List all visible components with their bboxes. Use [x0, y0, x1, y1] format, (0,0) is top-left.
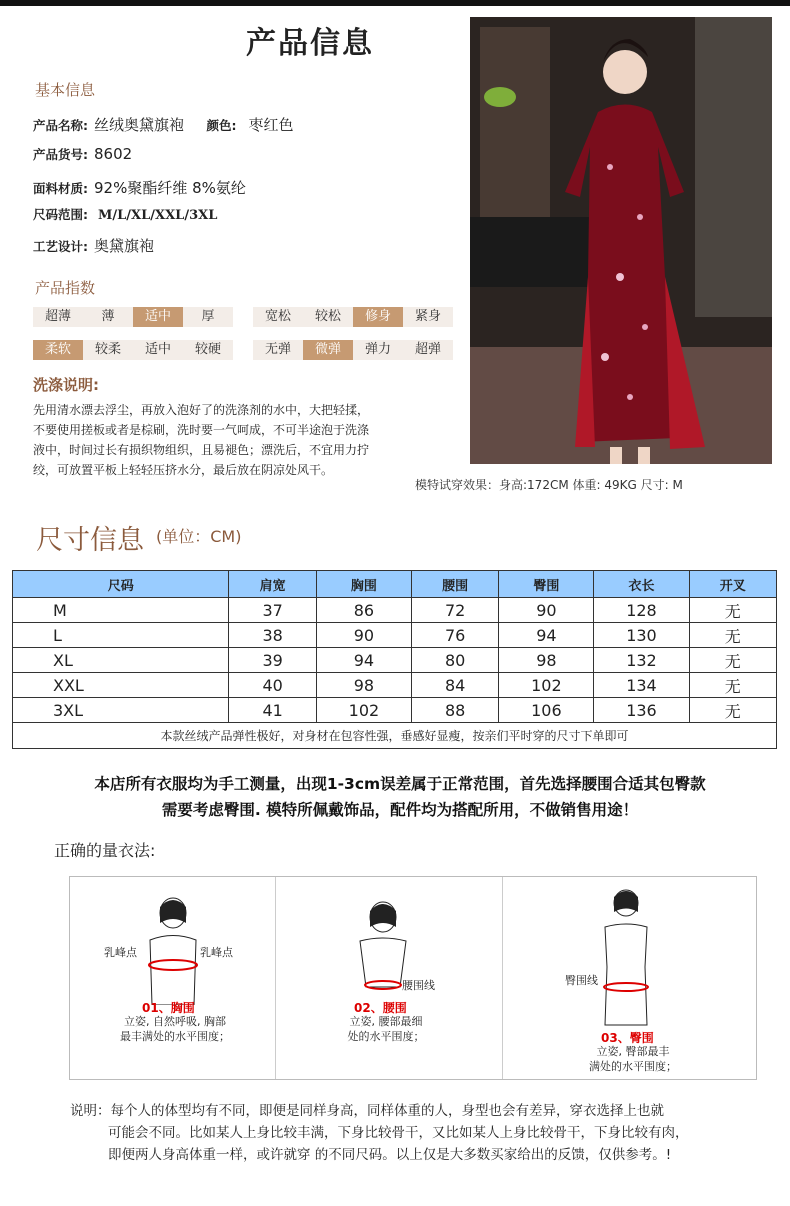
- column-header: 衣长: [594, 571, 689, 598]
- scale-option: 较松: [314, 309, 341, 324]
- hip-desc-line: 满处的水平围度；: [589, 1060, 677, 1073]
- column-header: 臀围: [499, 571, 594, 598]
- scale-option-selected: 修身: [353, 307, 403, 327]
- basic-info-heading: 基本信息: [35, 81, 96, 99]
- scale-option: 无弹: [264, 342, 291, 357]
- hip-desc: [553, 1044, 713, 1074]
- size-range-label: 尺码范围:: [33, 207, 88, 222]
- table-cell: 无: [689, 623, 777, 648]
- table-cell: 130: [594, 623, 689, 648]
- material-label: 面料材质:: [33, 181, 88, 196]
- product-index-heading: 产品指数: [35, 279, 96, 297]
- wash-line: 先用清水漂去浮尘，再放入泡好了的洗涤剂的水中，大把轻揉，: [33, 403, 370, 417]
- table-cell: 106: [499, 698, 594, 723]
- color-value: 枣红色: [248, 116, 294, 134]
- chest-desc-line: 最丰满处的水平围度；: [120, 1030, 230, 1043]
- thickness-scale: [33, 307, 233, 327]
- model-caption: 模特试穿效果：身高:172CM 体重: 49KG 尺寸: M: [415, 478, 683, 492]
- table-cell: 134: [594, 673, 689, 698]
- softness-scale: [33, 340, 233, 360]
- chest-right-label: 乳峰点: [200, 946, 233, 959]
- product-sku-row: [33, 145, 132, 163]
- explain-line: 即便两人身高体重一样，或许就穿 的不同尺码。以上仅是大多数买家给出的反馈，仅供参考。!: [108, 1147, 672, 1163]
- waist-label: 腰围线: [402, 979, 435, 992]
- wash-line: 液中，时间过长有损织物组织，且易褪色；漂洗后，不宜用力拧: [33, 443, 370, 457]
- material-value: 92%聚酯纤维 8%氨纶: [94, 179, 246, 197]
- table-row: [13, 698, 777, 723]
- notice-line-1: 本店所有衣服均为手工测量，出现1-3cm误差属于正常范围，首先选择腰围合适其包臀款: [94, 775, 706, 793]
- table-cell: 3XL: [13, 698, 229, 723]
- hip-figure-illustration: [595, 887, 657, 1027]
- waist-measure: [276, 877, 502, 1079]
- scale-option: 厚: [201, 309, 215, 324]
- table-cell: XL: [13, 648, 229, 673]
- table-cell: 无: [689, 598, 777, 623]
- wash-instructions: [33, 400, 453, 480]
- table-cell: 86: [316, 598, 411, 623]
- page-title: 产品信息: [246, 26, 374, 61]
- column-header: 肩宽: [229, 571, 316, 598]
- size-range-value: M/L/XL/XXL/3XL: [98, 208, 218, 223]
- table-cell: 98: [499, 648, 594, 673]
- material-row: [33, 177, 246, 198]
- hip-desc-line: 立姿, 臀部最丰: [596, 1045, 670, 1058]
- table-cell: 39: [229, 648, 316, 673]
- table-cell: 无: [689, 673, 777, 698]
- size-range-row: [33, 205, 217, 223]
- product-name-label: 产品名称:: [33, 118, 88, 133]
- scale-option-selected: 柔软: [33, 340, 83, 360]
- scale-option: 紧身: [414, 309, 441, 324]
- scale-option-selected: 微弹: [303, 340, 353, 360]
- scale-option: 超弹: [414, 342, 441, 357]
- table-cell: XXL: [13, 673, 229, 698]
- table-cell: 136: [594, 698, 689, 723]
- size-table: [12, 570, 777, 749]
- table-cell: 132: [594, 648, 689, 673]
- table-cell: 38: [229, 623, 316, 648]
- column-header: 开叉: [689, 571, 777, 598]
- scale-option: 超薄: [44, 309, 71, 324]
- waist-desc: [306, 1014, 466, 1044]
- column-header: 胸围: [316, 571, 411, 598]
- column-header: 腰围: [411, 571, 498, 598]
- table-cell: 102: [316, 698, 411, 723]
- table-row: [13, 598, 777, 623]
- size-unit: (单位：CM): [156, 527, 242, 546]
- product-name-row: [33, 114, 293, 135]
- explanation: [70, 1100, 770, 1166]
- size-info-heading: 尺寸信息: [36, 525, 144, 556]
- top-bar: [0, 0, 790, 6]
- table-cell: 37: [229, 598, 316, 623]
- craft-label: 工艺设计:: [33, 239, 88, 254]
- table-cell: 80: [411, 648, 498, 673]
- table-cell: 72: [411, 598, 498, 623]
- product-name-value: 丝绒奥黛旗袍: [94, 116, 185, 134]
- elastic-scale: [253, 340, 453, 360]
- sku-label: 产品货号:: [33, 147, 88, 162]
- waist-title: 02、腰围: [354, 1001, 407, 1015]
- explain-line: 说明：每个人的体型均有不同，即便是同样身高，同样体重的人，身型也会有差异，穿衣选择上也就: [70, 1103, 664, 1119]
- table-row: [13, 673, 777, 698]
- table-cell: 无: [689, 698, 777, 723]
- table-cell: 90: [499, 598, 594, 623]
- table-cell: 84: [411, 673, 498, 698]
- chest-desc: [90, 1014, 260, 1044]
- table-cell: 88: [411, 698, 498, 723]
- table-cell: 无: [689, 648, 777, 673]
- table-row: [13, 648, 777, 673]
- column-header: 尺码: [13, 571, 229, 598]
- wash-line: 绞，可放置平板上轻轻压挤水分，最后放在阴凉处风干。: [33, 463, 334, 477]
- table-header-row: [13, 571, 777, 598]
- table-cell: 98: [316, 673, 411, 698]
- chest-figure-illustration: [142, 895, 204, 1005]
- fit-scale: [253, 307, 453, 327]
- table-cell: 76: [411, 623, 498, 648]
- notice-line-2: 需要考虑臀围. 模特所佩戴饰品，配件均为搭配所用，不做销售用途！: [161, 801, 639, 819]
- scale-option: 宽松: [264, 309, 291, 324]
- table-row: [13, 623, 777, 648]
- craft-row: [33, 235, 154, 256]
- table-cell: M: [13, 598, 229, 623]
- hip-measure: [503, 877, 756, 1079]
- scale-option: 较硬: [194, 342, 221, 357]
- scale-option: 适中: [144, 342, 171, 357]
- table-cell: 94: [316, 648, 411, 673]
- waist-desc-line: 立姿, 腰部最细: [349, 1015, 423, 1028]
- sku-value: 8602: [94, 145, 133, 163]
- table-cell: L: [13, 623, 229, 648]
- table-cell: 41: [229, 698, 316, 723]
- table-note: 本款丝绒产品弹性极好，对身材在包容性强，垂感好显瘦，按亲们平时穿的尺寸下单即可: [13, 723, 777, 749]
- scale-option: 较柔: [94, 342, 121, 357]
- model-illustration: [470, 17, 772, 464]
- chest-desc-line: 立姿, 自然呼吸, 胸部: [124, 1015, 226, 1028]
- wash-line: 不要使用搓板或者是棕刷，洗时要一气呵成，不可半途泡于洗涤: [33, 423, 370, 437]
- measure-guide: [69, 876, 757, 1080]
- color-label: 颜色:: [206, 118, 237, 133]
- waist-desc-line: 处的水平围度；: [347, 1030, 425, 1043]
- scale-option: 弹力: [364, 342, 391, 357]
- hip-label: 臀围线: [565, 974, 598, 987]
- table-cell: 40: [229, 673, 316, 698]
- model-photo: [470, 17, 772, 464]
- scale-option-selected: 适中: [133, 307, 183, 327]
- chest-left-label: 乳峰点: [104, 946, 137, 959]
- table-note-row: [13, 723, 777, 749]
- scale-option: 薄: [101, 309, 115, 324]
- measure-heading: 正确的量衣法:: [54, 841, 156, 860]
- wash-instructions-heading: 洗涤说明:: [33, 376, 99, 394]
- chest-title: 01、胸围: [142, 1001, 195, 1015]
- explain-line: 可能会不同。比如某人上身比较丰满，下身比较骨干，又比如某人上身比较骨干，下身比较有肉，: [108, 1125, 689, 1141]
- chest-measure: [70, 877, 275, 1079]
- table-cell: 128: [594, 598, 689, 623]
- table-cell: 94: [499, 623, 594, 648]
- hip-title: 03、臀围: [601, 1031, 654, 1045]
- table-cell: 102: [499, 673, 594, 698]
- table-cell: 90: [316, 623, 411, 648]
- craft-value: 奥黛旗袍: [94, 237, 155, 255]
